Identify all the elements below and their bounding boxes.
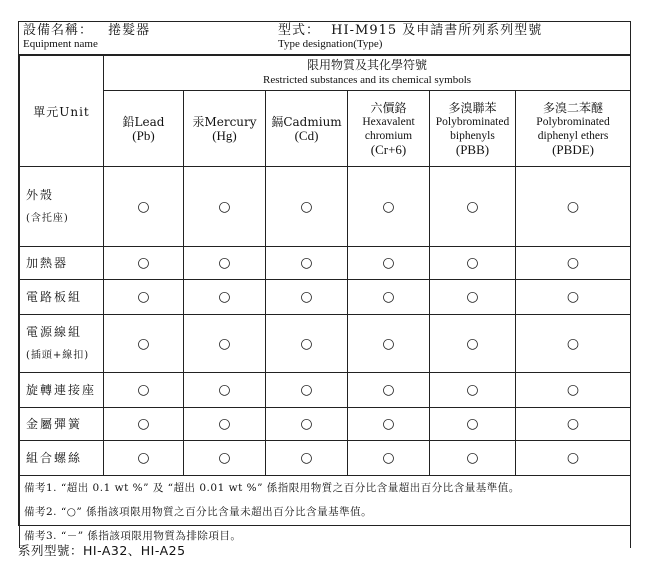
compliance-mark: ○ <box>430 280 516 315</box>
compliance-mark: ○ <box>104 167 184 247</box>
group-head-zh: 限用物質及其化學符號 <box>307 58 428 72</box>
table-row <box>20 167 631 247</box>
compliance-mark: ○ <box>104 373 184 408</box>
compliance-mark: ○ <box>184 408 266 441</box>
compliance-mark: ○ <box>266 441 348 476</box>
part-name: 電源線組 <box>26 324 83 339</box>
compliance-mark: ○ <box>430 167 516 247</box>
part-subname: (含托座) <box>26 212 69 224</box>
compliance-mark: ○ <box>104 280 184 315</box>
column-header-line3: (Cd) <box>294 127 319 143</box>
column-header-line2: Polybrominated biphenyls <box>435 115 510 142</box>
compliance-mark: ○ <box>348 315 430 373</box>
compliance-mark: ○ <box>266 373 348 408</box>
column-header-line3: (Pb) <box>132 127 155 143</box>
compliance-mark: ○ <box>184 373 266 408</box>
compliance-mark: ○ <box>516 167 631 247</box>
compliance-mark: ○ <box>184 315 266 373</box>
column-header-line3: (PBB) <box>455 141 490 157</box>
substance-column-header <box>516 91 631 167</box>
type-label-en: Type designation(Type) <box>278 38 383 50</box>
header-block <box>19 22 630 55</box>
equipment-label: 設備名稱： <box>23 23 94 38</box>
substance-column-header <box>104 91 184 167</box>
column-header-line1: 多溴聯苯 <box>448 100 497 115</box>
compliance-mark: ○ <box>430 247 516 280</box>
compliance-mark: ○ <box>348 280 430 315</box>
part-name: 電路板組 <box>26 290 83 304</box>
compliance-mark: ○ <box>266 167 348 247</box>
substance-column-header <box>184 91 266 167</box>
substance-column-header <box>348 91 430 167</box>
compliance-mark: ○ <box>516 441 631 476</box>
row-label <box>20 408 104 441</box>
table-row <box>20 408 631 441</box>
column-header-line1: 鉛Lead <box>122 114 165 129</box>
row-label <box>20 441 104 476</box>
group-head-en: Restricted substances and its chemical symbols <box>263 74 472 86</box>
compliance-mark: ○ <box>348 167 430 247</box>
part-subname: (插頭+線扣) <box>26 349 90 361</box>
compliance-mark: ○ <box>348 441 430 476</box>
compliance-mark: ○ <box>184 167 266 247</box>
part-name: 金屬彈簧 <box>26 417 83 431</box>
column-header-line2: Polybrominated diphenyl ethers <box>536 115 610 142</box>
column-header-line2: Hexavalent chromium <box>362 115 415 142</box>
remark-note: 備考2. “○” 係指該項限用物質之百分比含量未超出百分比含量基準值。 <box>20 500 631 524</box>
remark-note: 備考3. “－” 係指該項限用物質為排除項目。 <box>20 524 631 548</box>
compliance-mark: ○ <box>516 247 631 280</box>
compliance-mark: ○ <box>104 315 184 373</box>
unit-header: 單元Unit <box>20 56 104 167</box>
column-header-line3: (Cr+6) <box>370 141 407 157</box>
row-label <box>20 315 104 373</box>
table-row <box>20 315 631 373</box>
part-name: 組合螺絲 <box>26 451 83 465</box>
compliance-mark: ○ <box>184 280 266 315</box>
compliance-mark: ○ <box>184 247 266 280</box>
row-label <box>20 167 104 247</box>
compliance-mark: ○ <box>104 441 184 476</box>
compliance-mark: ○ <box>104 247 184 280</box>
equipment-value: 捲髮器 <box>108 23 151 38</box>
equipment-label-en: Equipment name <box>23 38 98 50</box>
compliance-mark: ○ <box>430 408 516 441</box>
compliance-mark: ○ <box>266 315 348 373</box>
compliance-mark: ○ <box>348 408 430 441</box>
compliance-mark: ○ <box>266 247 348 280</box>
part-name: 外殼 <box>26 187 55 202</box>
row-label <box>20 373 104 408</box>
rohs-declaration-sheet <box>18 21 631 542</box>
compliance-mark: ○ <box>430 315 516 373</box>
compliance-mark: ○ <box>430 373 516 408</box>
compliance-mark: ○ <box>348 373 430 408</box>
table-row <box>20 247 631 280</box>
table-row <box>20 441 631 476</box>
row-label <box>20 280 104 315</box>
table-row <box>20 373 631 408</box>
compliance-mark: ○ <box>184 441 266 476</box>
type-label: 型式： <box>278 23 321 38</box>
compliance-mark: ○ <box>516 315 631 373</box>
type-value: HI-M915 及申請書所列系列型號 <box>331 23 543 38</box>
compliance-mark: ○ <box>266 408 348 441</box>
part-name: 加熱器 <box>26 256 69 270</box>
compliance-mark: ○ <box>266 280 348 315</box>
column-header-line3: (Hg) <box>212 127 237 143</box>
part-name: 旋轉連接座 <box>26 383 97 397</box>
column-header-line1: 多溴二苯醚 <box>543 100 604 115</box>
column-header-line1: 六價鉻 <box>370 100 407 115</box>
column-header-line3: (PBDE) <box>552 141 594 157</box>
row-label <box>20 247 104 280</box>
compliance-mark: ○ <box>516 408 631 441</box>
compliance-mark: ○ <box>516 280 631 315</box>
compliance-mark: ○ <box>430 441 516 476</box>
table-row <box>20 280 631 315</box>
remark-note: 備考1. “超出 0.1 wt %” 及 “超出 0.01 wt %” 係指限用物質之百分比含量超出百分比含量基準值。 <box>20 476 631 500</box>
column-header-line1: 鎘Cadmium <box>271 114 342 129</box>
column-header-line1: 汞Mercury <box>192 114 257 129</box>
compliance-mark: ○ <box>104 408 184 441</box>
type-designation-cell <box>278 23 542 51</box>
compliance-mark: ○ <box>516 373 631 408</box>
series-model-footer: 系列型號：HI-A32、HI-A25 <box>18 543 186 558</box>
compliance-mark: ○ <box>348 247 430 280</box>
substance-column-header <box>266 91 348 167</box>
substance-column-header <box>430 91 516 167</box>
equipment-name-cell <box>23 23 150 51</box>
restricted-substances-header <box>104 56 631 91</box>
substance-table <box>19 55 631 548</box>
